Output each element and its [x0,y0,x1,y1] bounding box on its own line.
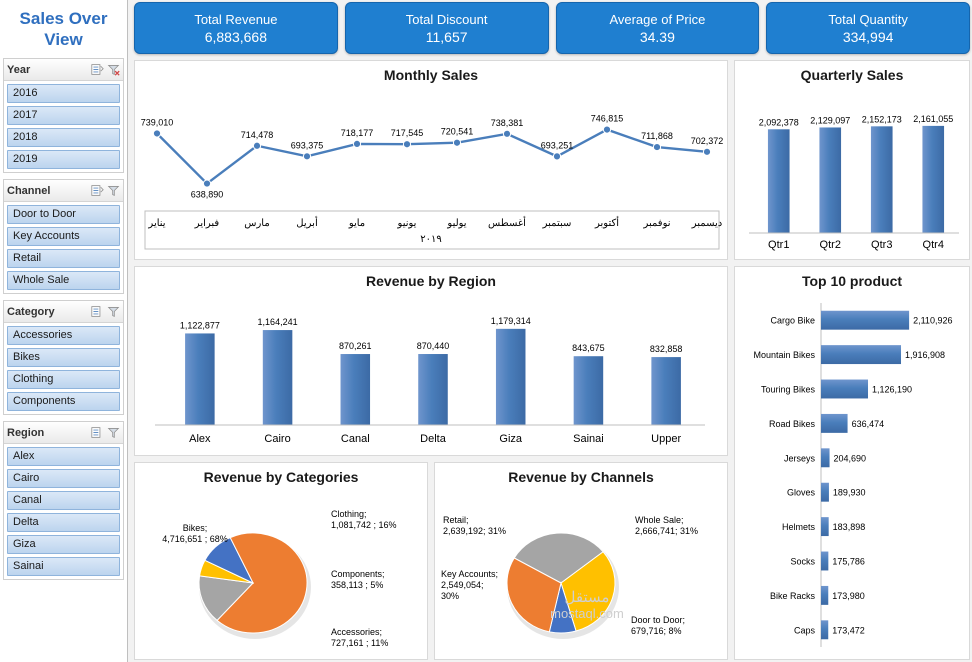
kpi-total-quantity-label: Total Quantity [828,11,908,27]
svg-text:679,716; 8%: 679,716; 8% [631,626,682,636]
slicer-item-key-accounts[interactable]: Key Accounts [7,227,120,246]
svg-text:173,472: 173,472 [832,625,865,636]
kpi-total-revenue-value: 6,883,668 [204,28,268,45]
svg-text:Clothing;: Clothing; [331,509,367,519]
svg-text:Sainai: Sainai [573,433,604,445]
slicer-item-giza[interactable]: Giza [7,535,120,554]
svg-text:Upper: Upper [651,433,682,445]
slicer-item-sainai[interactable]: Sainai [7,557,120,576]
svg-text:2,110,926: 2,110,926 [913,315,953,326]
svg-text:2,666,741; 31%: 2,666,741; 31% [635,526,699,536]
svg-text:2,129,097: 2,129,097 [810,115,851,126]
kpi-total-quantity-value: 334,994 [842,28,894,45]
slicer-region-title: Region [7,426,45,439]
slicer-item-accessories[interactable]: Accessories [7,326,120,345]
svg-text:Qtr1: Qtr1 [768,239,790,251]
chart-revenue-by-categories[interactable] [134,462,428,660]
svg-text:Retail;: Retail; [443,515,469,525]
svg-text:832,858: 832,858 [649,344,683,355]
svg-text:843,675: 843,675 [572,343,605,354]
slicer-channel-header [4,180,123,202]
svg-text:358,113 ; 5%: 358,113 ; 5% [331,580,384,590]
watermark-latin: mostaql.com [550,606,624,621]
svg-text:نوفمبر: نوفمبر [643,218,671,229]
svg-text:Cargo Bike: Cargo Bike [770,315,815,326]
slicer-year-items [4,81,123,172]
kpi-total-discount-label: Total Discount [405,11,488,27]
slicer-item-whole-sale[interactable]: Whole Sale [7,271,120,290]
kpi-row [134,2,970,54]
slicer-category-title: Category [7,305,55,318]
slicer-category-header [4,301,123,323]
multi-select-icon[interactable] [91,63,104,76]
slicer-channel-title: Channel [7,184,51,197]
svg-text:Giza: Giza [499,433,523,445]
kpi-total-revenue[interactable] [134,2,338,54]
chart-monthly-sales-plot [135,83,727,259]
svg-text:Canal: Canal [340,433,370,445]
svg-text:Qtr3: Qtr3 [871,239,893,251]
kpi-total-quantity[interactable] [766,2,970,54]
slicer-region-header [4,422,123,444]
clear-filter-icon[interactable] [107,63,120,76]
svg-text:717,545: 717,545 [390,128,424,139]
svg-text:Mountain Bikes: Mountain Bikes [753,350,815,361]
svg-text:يناير: يناير [148,218,166,229]
multi-select-icon[interactable] [91,305,104,318]
slicer-region [3,421,124,580]
svg-text:870,440: 870,440 [416,341,450,352]
svg-text:يوليو: يوليو [447,218,467,229]
page-title [0,0,127,58]
kpi-average-price[interactable] [556,2,760,54]
chart-revenue-by-channels-title: Revenue by Channels [508,469,654,485]
svg-text:1,179,314: 1,179,314 [490,315,531,326]
kpi-total-discount-value: 11,657 [425,28,468,45]
clear-filter-icon[interactable] [107,305,120,318]
slicer-item-2017[interactable]: 2017 [7,106,120,125]
svg-text:سبتمبر: سبتمبر [542,218,572,229]
svg-text:1,126,190: 1,126,190 [872,384,913,395]
svg-text:يونيو: يونيو [397,218,417,229]
svg-text:Key Accounts;: Key Accounts; [441,569,499,579]
slicer-item-2016[interactable]: 2016 [7,84,120,103]
slicer-region-items [4,444,123,579]
chart-revenue-by-channels-plot [435,485,727,659]
chart-quarterly-sales-plot [735,83,969,259]
svg-text:2,092,378: 2,092,378 [758,117,799,128]
chart-quarterly-sales[interactable] [734,60,970,260]
svg-text:4,716,651 ; 68%: 4,716,651 ; 68% [162,534,228,544]
svg-text:1,081,742 ; 16%: 1,081,742 ; 16% [331,520,397,530]
svg-text:1,122,877: 1,122,877 [179,320,220,331]
svg-text:2,639,192; 31%: 2,639,192; 31% [443,526,507,536]
slicer-item-delta[interactable]: Delta [7,513,120,532]
svg-text:714,478: 714,478 [240,129,274,140]
chart-top-10-product-title: Top 10 product [801,273,903,289]
kpi-total-discount[interactable] [345,2,549,54]
svg-text:Qtr4: Qtr4 [922,239,944,251]
svg-text:1,164,241: 1,164,241 [257,317,298,328]
chart-revenue-by-categories-plot [135,485,427,659]
svg-text:693,375: 693,375 [290,140,324,151]
svg-text:Bikes;: Bikes; [182,523,208,533]
chart-revenue-by-channels[interactable] [434,462,728,660]
svg-text:204,690: 204,690 [833,453,867,464]
svg-text:718,177: 718,177 [340,127,374,138]
svg-text:2,549,054;: 2,549,054; [441,580,484,590]
svg-text:Helmets: Helmets [781,522,815,533]
svg-text:702,372: 702,372 [690,135,724,146]
svg-text:636,474: 636,474 [851,418,885,429]
sidebar [0,0,128,662]
chart-revenue-by-region-plot [135,289,727,455]
svg-text:Delta: Delta [420,433,446,445]
svg-text:Road Bikes: Road Bikes [768,418,815,429]
slicer-item-2019[interactable]: 2019 [7,150,120,169]
chart-top-10-product-plot [735,289,969,659]
svg-text:727,161 ; 11%: 727,161 ; 11% [331,638,389,648]
slicer-item-components[interactable]: Components [7,392,120,411]
svg-text:Door to Door;: Door to Door; [631,615,686,625]
svg-text:2,152,173: 2,152,173 [861,114,902,125]
slicer-year-title: Year [7,63,31,76]
svg-text:738,381: 738,381 [490,117,524,128]
svg-text:693,251: 693,251 [540,140,574,151]
svg-text:720,541: 720,541 [440,126,474,137]
slicer-year-header [4,59,123,81]
chart-monthly-sales-title: Monthly Sales [383,67,479,83]
chart-revenue-by-region[interactable] [134,266,728,456]
svg-text:711,868: 711,868 [641,131,673,142]
chart-quarterly-sales-title: Quarterly Sales [800,67,904,83]
svg-text:638,890: 638,890 [190,189,224,200]
slicer-category [3,300,124,415]
clear-filter-icon[interactable] [107,184,120,197]
slicer-item-retail[interactable]: Retail [7,249,120,268]
svg-text:870,261: 870,261 [339,341,372,352]
svg-text:Socks: Socks [790,556,815,567]
svg-text:Cairo: Cairo [264,433,291,445]
svg-text:مايو: مايو [348,218,366,229]
svg-text:Caps: Caps [793,625,815,636]
slicer-item-2018[interactable]: 2018 [7,128,120,147]
svg-text:أغسطس: أغسطس [488,218,526,229]
svg-text:2,161,055: 2,161,055 [913,113,954,124]
svg-text:Accessories;: Accessories; [331,627,383,637]
svg-text:Whole Sale;: Whole Sale; [635,515,684,525]
svg-text:746,815: 746,815 [590,113,624,124]
chart-revenue-by-categories-title: Revenue by Categories [203,469,359,485]
svg-text:مارس: مارس [244,218,270,229]
svg-text:Bike Racks: Bike Racks [769,590,815,601]
chart-revenue-by-region-title: Revenue by Region [366,273,496,289]
multi-select-icon[interactable] [91,426,104,439]
svg-text:Components;: Components; [331,569,385,579]
clear-filter-icon[interactable] [107,426,120,439]
watermark-arabic: مستقل [564,589,610,606]
svg-text:173,980: 173,980 [832,590,865,601]
svg-text:30%: 30% [441,591,460,601]
svg-text:Qtr2: Qtr2 [819,239,841,251]
multi-select-icon[interactable] [91,184,104,197]
chart-monthly-sales[interactable] [134,60,728,260]
kpi-average-price-value: 34.39 [639,28,675,45]
svg-text:أبريل: أبريل [296,218,318,229]
slicer-item-alex[interactable]: Alex [7,447,120,466]
svg-text:فبراير: فبراير [194,218,220,229]
svg-text:175,786: 175,786 [832,556,865,567]
slicer-channel [3,179,124,294]
slicer-item-canal[interactable]: Canal [7,491,120,510]
slicer-category-items [4,323,123,414]
chart-top-10-product[interactable] [734,266,970,660]
svg-text:Jerseys: Jerseys [783,453,815,464]
svg-text:739,010: 739,010 [140,117,174,128]
slicer-item-cairo[interactable]: Cairo [7,469,120,488]
svg-text:٢٠١٩: ٢٠١٩ [420,234,442,245]
kpi-total-revenue-label: Total Revenue [194,11,278,27]
svg-text:Gloves: Gloves [786,487,815,498]
slicer-channel-items [4,202,123,293]
page-title-line2: View [44,30,83,49]
page-title-line1: Sales Over [19,9,108,28]
svg-text:أكتوبر: أكتوبر [594,218,620,229]
svg-text:Touring Bikes: Touring Bikes [760,384,815,395]
slicer-item-door-to-door[interactable]: Door to Door [7,205,120,224]
svg-text:183,898: 183,898 [832,522,866,533]
slicer-item-clothing[interactable]: Clothing [7,370,120,389]
kpi-average-price-label: Average of Price [609,11,706,27]
svg-text:189,930: 189,930 [832,487,866,498]
slicer-year [3,58,124,173]
svg-text:Alex: Alex [189,433,211,445]
svg-text:ديسمبر: ديسمبر [691,218,723,229]
svg-text:1,916,908: 1,916,908 [905,350,946,361]
slicer-item-bikes[interactable]: Bikes [7,348,120,367]
